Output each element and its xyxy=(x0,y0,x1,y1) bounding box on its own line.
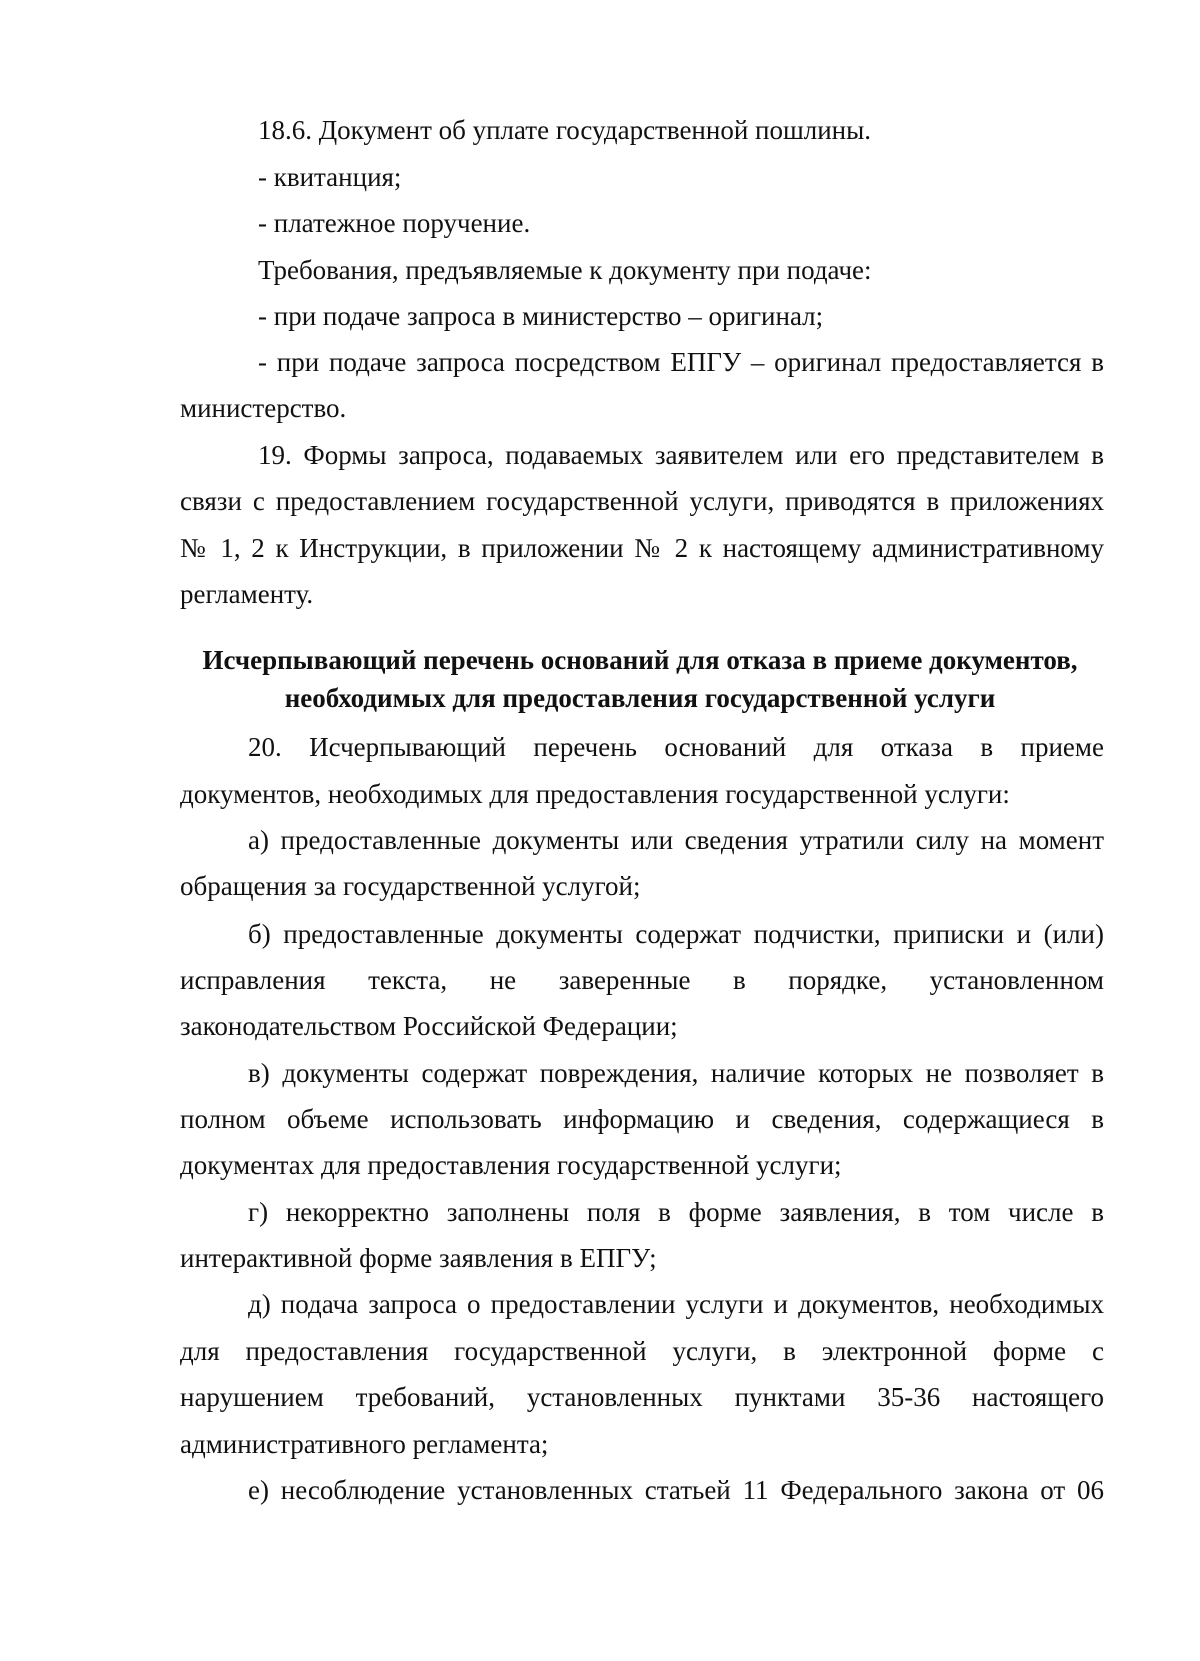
item-d-line3: нарушением требований, установленных пунктами 35-36 настоящего xyxy=(180,1382,1104,1412)
list-item-receipt: - квитанция; xyxy=(258,162,402,192)
item-d-line4: административного регламента; xyxy=(180,1429,549,1459)
item-b-line1: б) предоставленные документы содержат подчистки, приписки и (или) xyxy=(248,919,1104,949)
item-b-line3: законодательством Российской Федерации; xyxy=(180,1011,678,1041)
paragraph-19-line4: регламенту. xyxy=(180,579,314,609)
item-v-line1: в) документы содержат повреждения, наличие которых не позволяет в xyxy=(248,1058,1104,1088)
requirements-intro: Требования, предъявляемые к документу при подаче: xyxy=(258,255,872,285)
item-e-line1: е) несоблюдение установленных статьей 11 Федерального закона от 06 xyxy=(248,1475,1104,1505)
item-a-line2: обращения за государственной услугой; xyxy=(180,871,641,901)
paragraph-20-line1: 20. Исчерпывающий перечень оснований для отказа в приеме xyxy=(248,732,1104,762)
paragraph-20-line2: документов, необходимых для предоставления государственной услуги: xyxy=(180,779,1010,809)
list-item-payment-order: - платежное поручение. xyxy=(258,208,531,238)
item-d-line1: д) подача запроса о предоставлении услуги и документов, необходимых xyxy=(248,1289,1104,1319)
paragraph-18-6: 18.6. Документ об уплате государственной пошлины. xyxy=(258,115,872,145)
item-g-line1: г) некорректно заполнены поля в форме заявления, в том числе в xyxy=(248,1197,1104,1227)
paragraph-19-line3: № 1, 2 к Инструкции, в приложении № 2 к настоящему административному xyxy=(180,533,1104,563)
item-a-line1: а) предоставленные документы или сведения утратили силу на момент xyxy=(248,825,1104,855)
item-d-line2: для предоставления государственной услуги, в электронной форме с xyxy=(180,1336,1104,1366)
item-g-line2: интерактивной форме заявления в ЕПГУ; xyxy=(180,1243,657,1273)
item-v-line3: документах для предоставления государственной услуги; xyxy=(180,1150,842,1180)
item-v-line2: полном объеме использовать информацию и сведения, содержащиеся в xyxy=(180,1104,1104,1134)
paragraph-19-line1: 19. Формы запроса, подаваемых заявителем или его представителем в xyxy=(258,440,1104,470)
item-b-line2: исправления текста, не заверенные в порядке, установленном xyxy=(180,965,1104,995)
list-item-epgu-line2: министерство. xyxy=(180,393,347,423)
section-heading-line1: Исчерпывающий перечень оснований для отказа в приеме документов, xyxy=(202,645,1078,675)
paragraph-19-line2: связи с предоставлением государственной услуги, приводятся в приложениях xyxy=(180,486,1104,516)
list-item-ministry-original: - при подаче запроса в министерство – оригинал; xyxy=(258,301,824,331)
list-item-epgu-line1: - при подаче запроса посредством ЕПГУ – оригинал предоставляется в xyxy=(258,347,1104,377)
section-heading-line2: необходимых для предоставления государственной услуги xyxy=(284,683,996,713)
